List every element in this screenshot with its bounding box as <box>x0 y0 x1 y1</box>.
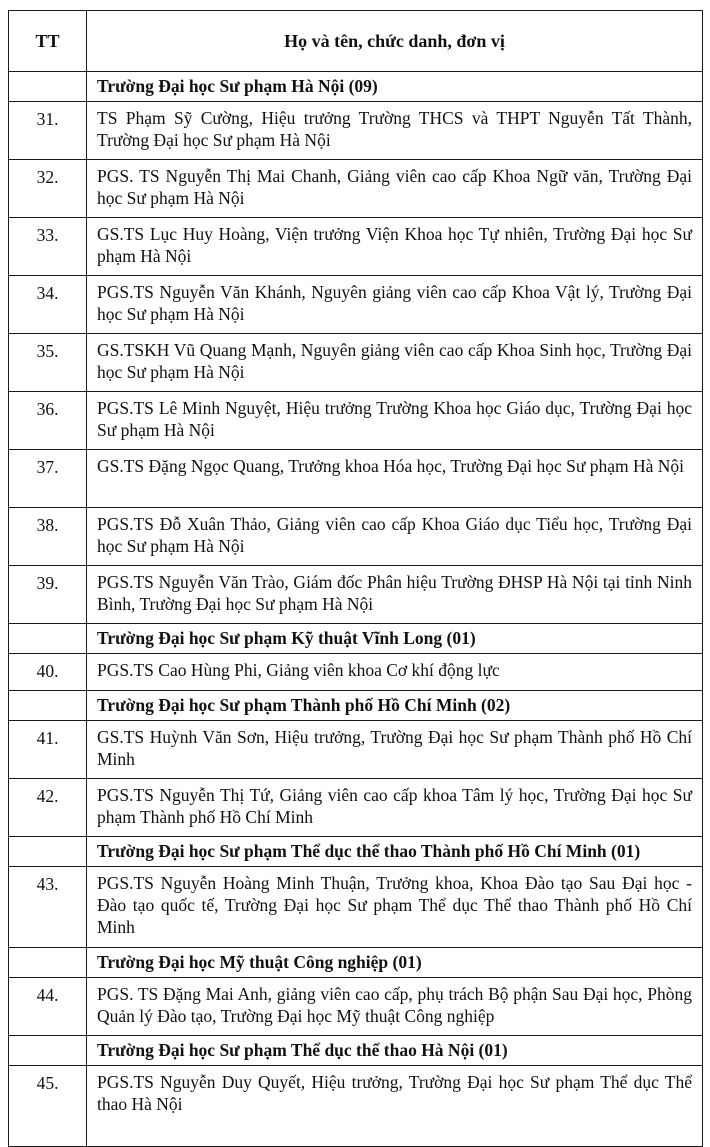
row-number: 37. <box>9 450 87 508</box>
row-text: TS Phạm Sỹ Cường, Hiệu trưởng Trường THCS và THPT Nguyễn Tất Thành, Trường Đại học Sư phạm Hà Nội <box>87 102 703 160</box>
row-text: PGS. TS Đặng Mai Anh, giảng viên cao cấp, phụ trách Bộ phận Sau Đại học, Phòng Quản lý Đào tạo, Trường Đại học Mỹ thuật Công nghiệp <box>87 978 703 1036</box>
table-row <box>9 334 703 392</box>
row-text: PGS.TS Đỗ Xuân Thảo, Giảng viên cao cấp Khoa Giáo dục Tiểu học, Trường Đại học Sư phạm Hà Nội <box>87 508 703 566</box>
table-row <box>9 566 703 624</box>
header-name: Họ và tên, chức danh, đơn vị <box>87 11 703 72</box>
row-text: PGS. TS Nguyễn Thị Mai Chanh, Giảng viên cao cấp Khoa Ngữ văn, Trường Đại học Sư phạm Hà Nội <box>87 160 703 218</box>
table-row <box>9 779 703 837</box>
table-row <box>9 1066 703 1147</box>
row-number: 40. <box>9 654 87 691</box>
row-number: 32. <box>9 160 87 218</box>
row-text: PGS.TS Nguyễn Hoàng Minh Thuận, Trưởng khoa, Khoa Đào tạo Sau Đại học - Đào tạo quốc tế, Trường Đại học Sư phạm Thể dục Thể thao Thành phố Hồ Chí Minh <box>87 867 703 948</box>
group-number-cell <box>9 1036 87 1066</box>
group-number-cell <box>9 691 87 721</box>
group-title: Trường Đại học Sư phạm Thể dục thể thao Hà Nội (01) <box>87 1036 703 1066</box>
group-title: Trường Đại học Mỹ thuật Công nghiệp (01) <box>87 948 703 978</box>
group-row <box>9 837 703 867</box>
row-text: PGS.TS Nguyễn Thị Tứ, Giảng viên cao cấp khoa Tâm lý học, Trường Đại học Sư phạm Thành phố Hồ Chí Minh <box>87 779 703 837</box>
table-row <box>9 276 703 334</box>
row-number: 43. <box>9 867 87 948</box>
personnel-table <box>8 10 703 1147</box>
table-row <box>9 978 703 1036</box>
row-number: 41. <box>9 721 87 779</box>
row-text: PGS.TS Cao Hùng Phi, Giảng viên khoa Cơ khí động lực <box>87 654 703 691</box>
group-number-cell <box>9 72 87 102</box>
group-row <box>9 624 703 654</box>
document-page <box>8 10 702 1147</box>
row-number: 31. <box>9 102 87 160</box>
row-text: PGS.TS Nguyễn Duy Quyết, Hiệu trưởng, Trường Đại học Sư phạm Thể dục Thể thao Hà Nội <box>87 1066 703 1147</box>
group-title: Trường Đại học Sư phạm Thành phố Hồ Chí Minh (02) <box>87 691 703 721</box>
row-text: GS.TSKH Vũ Quang Mạnh, Nguyên giảng viên cao cấp Khoa Sinh học, Trường Đại học Sư phạm Hà Nội <box>87 334 703 392</box>
group-title: Trường Đại học Sư phạm Hà Nội (09) <box>87 72 703 102</box>
row-text: PGS.TS Nguyễn Văn Khánh, Nguyên giảng viên cao cấp Khoa Vật lý, Trường Đại học Sư phạm Hà Nội <box>87 276 703 334</box>
table-header-row <box>9 11 703 72</box>
row-text: GS.TS Huỳnh Văn Sơn, Hiệu trưởng, Trường Đại học Sư phạm Thành phố Hồ Chí Minh <box>87 721 703 779</box>
table-row <box>9 508 703 566</box>
row-number: 33. <box>9 218 87 276</box>
row-number: 38. <box>9 508 87 566</box>
group-row <box>9 72 703 102</box>
table-row <box>9 160 703 218</box>
group-title: Trường Đại học Sư phạm Thể dục thể thao Thành phố Hồ Chí Minh (01) <box>87 837 703 867</box>
row-number: 36. <box>9 392 87 450</box>
row-number: 45. <box>9 1066 87 1147</box>
group-number-cell <box>9 624 87 654</box>
group-number-cell <box>9 837 87 867</box>
table-row <box>9 450 703 508</box>
header-tt: TT <box>9 11 87 72</box>
table-row <box>9 721 703 779</box>
row-text: GS.TS Đặng Ngọc Quang, Trưởng khoa Hóa học, Trường Đại học Sư phạm Hà Nội <box>87 450 703 508</box>
row-number: 44. <box>9 978 87 1036</box>
group-row <box>9 691 703 721</box>
row-text: PGS.TS Lê Minh Nguyệt, Hiệu trưởng Trường Khoa học Giáo dục, Trường Đại học Sư phạm Hà Nội <box>87 392 703 450</box>
row-number: 35. <box>9 334 87 392</box>
table-row <box>9 102 703 160</box>
table-row <box>9 654 703 691</box>
row-text: PGS.TS Nguyễn Văn Trào, Giám đốc Phân hiệu Trường ĐHSP Hà Nội tại tỉnh Ninh Bình, Trường Đại học Sư phạm Hà Nội <box>87 566 703 624</box>
group-row <box>9 1036 703 1066</box>
table-row <box>9 867 703 948</box>
table-row <box>9 392 703 450</box>
row-text: GS.TS Lục Huy Hoàng, Viện trưởng Viện Khoa học Tự nhiên, Trường Đại học Sư phạm Hà Nội <box>87 218 703 276</box>
table-row <box>9 218 703 276</box>
group-title: Trường Đại học Sư phạm Kỹ thuật Vĩnh Long (01) <box>87 624 703 654</box>
row-number: 34. <box>9 276 87 334</box>
group-number-cell <box>9 948 87 978</box>
group-row <box>9 948 703 978</box>
row-number: 42. <box>9 779 87 837</box>
row-number: 39. <box>9 566 87 624</box>
